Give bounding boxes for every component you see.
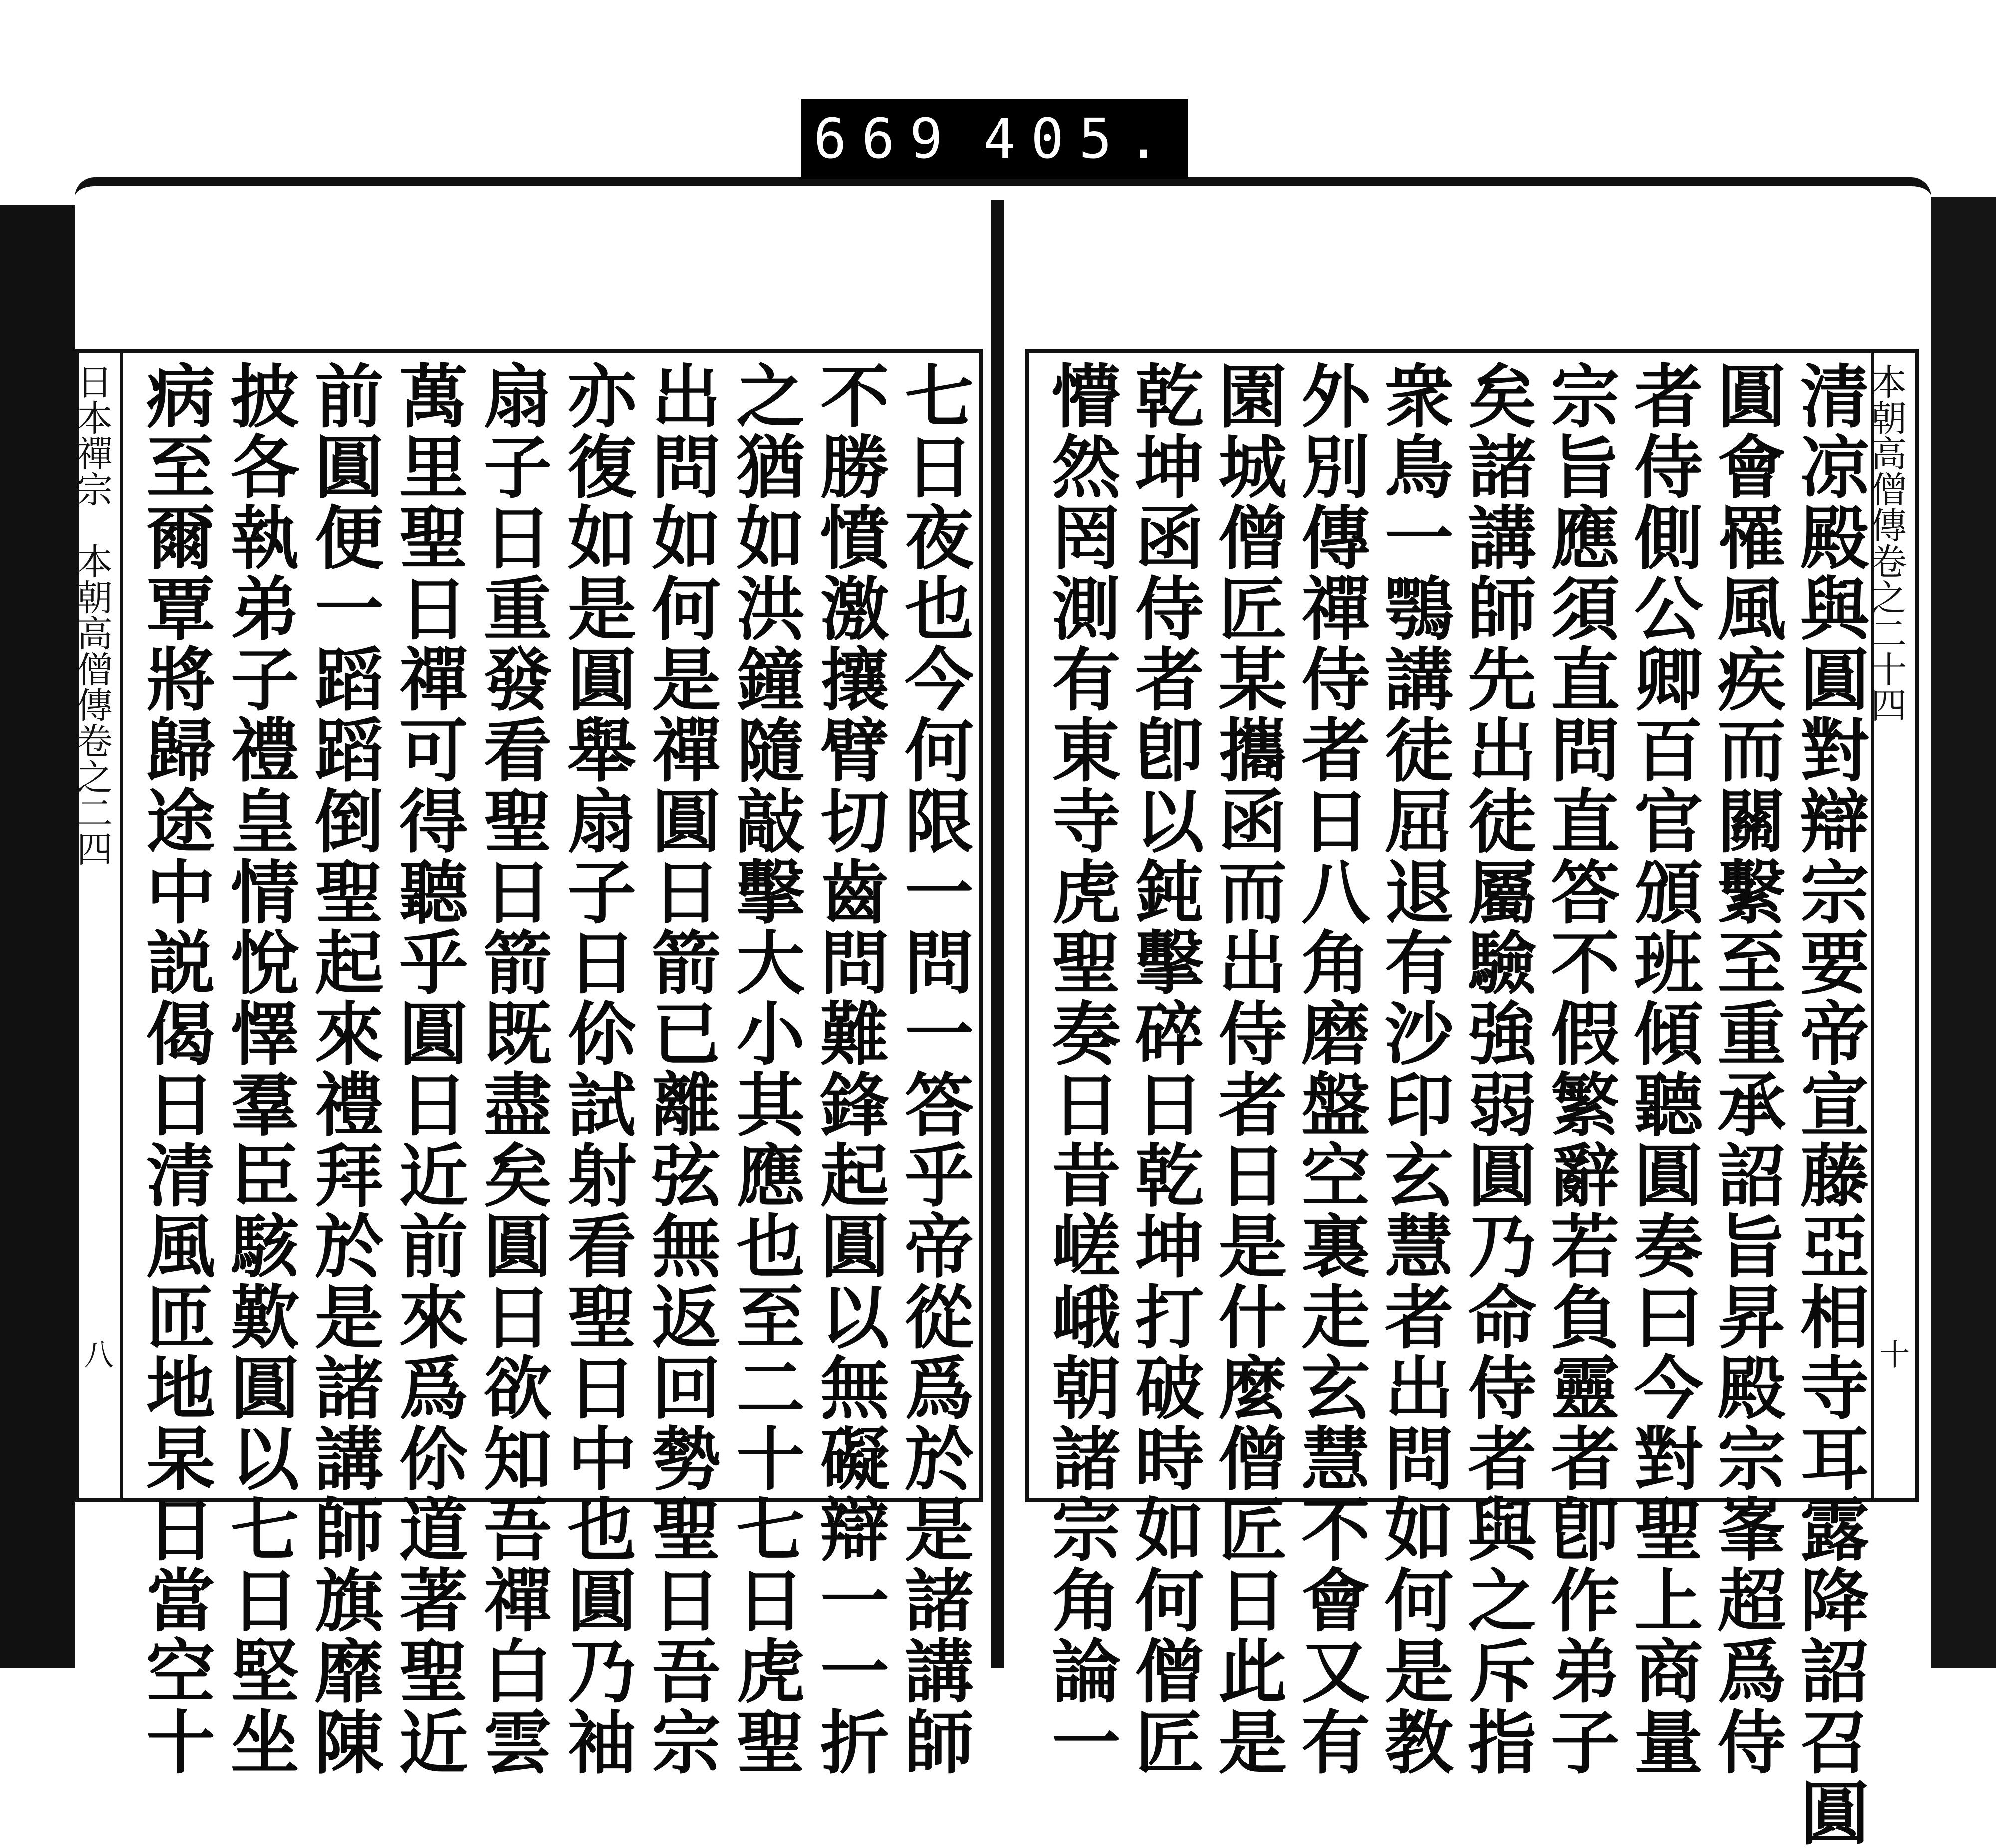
text-column: 園城僧匠某攜函而出侍者日是什麼僧匠日此是 [1207,360,1288,1777]
left-folio: 八 [84,1338,114,1373]
text-column: 圓會罹風疾而關繫至重承詔旨昇殿宗峯超爲侍 [1706,360,1787,1777]
text-column: 扇子日重發看聖日箭既盡矣圓日欲知吾禪白雲 [472,360,553,1777]
text-column: 披各執弟子禮皇情悅懌羣臣駭歎圓以七日堅坐 [219,360,300,1777]
text-column: 者侍側公卿百官頒班傾聽圓奏曰今對聖上商量 [1622,360,1704,1777]
right-margin-title: 本朝高僧傳卷之二十四 [1865,363,1907,722]
left-margin-title: 日本禪宗 本朝高僧傳卷之二四 [71,363,113,866]
text-column: 前圓便一蹈蹈倒聖起來禮拜於是諸講師旗靡陳 [303,360,385,1777]
text-column: 病至爾覃將歸途中説偈日清風匝地杲日當空十 [135,360,216,1777]
right-page [1025,349,1919,1848]
text-column: 宗旨應須直問直答不假繁辭若負靈者卽作弟子 [1539,360,1621,1777]
archive-number-left: 669 [813,107,958,171]
text-column: 出問如何是禪圓日箭已離弦無返回勢聖日吾宗 [640,360,722,1777]
text-column: 清凉殿與圓對辯宗要帝宣藤亞相寺耳露降詔召圓 [1788,360,1870,1848]
right-text-columns [1040,360,1870,1848]
text-column: 乾坤函侍者卽以鈍擊碎日乾坤打破時如何僧匠 [1123,360,1205,1777]
text-column: 亦復如是圓舉扇子日伱試射看聖日中也圓乃袖 [556,360,638,1777]
left-text-columns [135,360,975,1777]
text-column: 萬里聖日禪可得聽乎圓日近前來爲伱道著聖近 [387,360,469,1777]
left-page [71,349,983,1777]
text-column: 七日夜也今何限一問一答乎帝從爲於是諸講師 [893,360,975,1777]
text-column: 衆鳥一鶚講徒屈退有沙印玄慧者出問如何是教 [1373,360,1455,1777]
text-column: 外別傳禪侍者日八角磨盤空裏走玄慧不會又有 [1289,360,1371,1777]
book-gutter [991,200,1004,1668]
right-page-margin [1865,353,1915,1498]
left-page-margin [71,353,123,1498]
archive-label [801,99,1188,179]
text-column: 之猶如洪鐘隨敲擊大小其應也至二十七日虎聖 [725,360,806,1777]
text-column: 懵然罔測有東寺虎聖奏日昔嵯峨朝諸宗角論一 [1040,360,1122,1777]
text-column: 不勝憤激攘臂切齒問難鋒起圓以無礙辯一一折 [809,360,890,1777]
archive-number-right: 405. [983,107,1175,171]
right-folio: 十 [1880,1338,1910,1373]
text-column: 矣諸講師先出徒屬驗強弱圓乃命侍者與之斥指 [1456,360,1538,1777]
